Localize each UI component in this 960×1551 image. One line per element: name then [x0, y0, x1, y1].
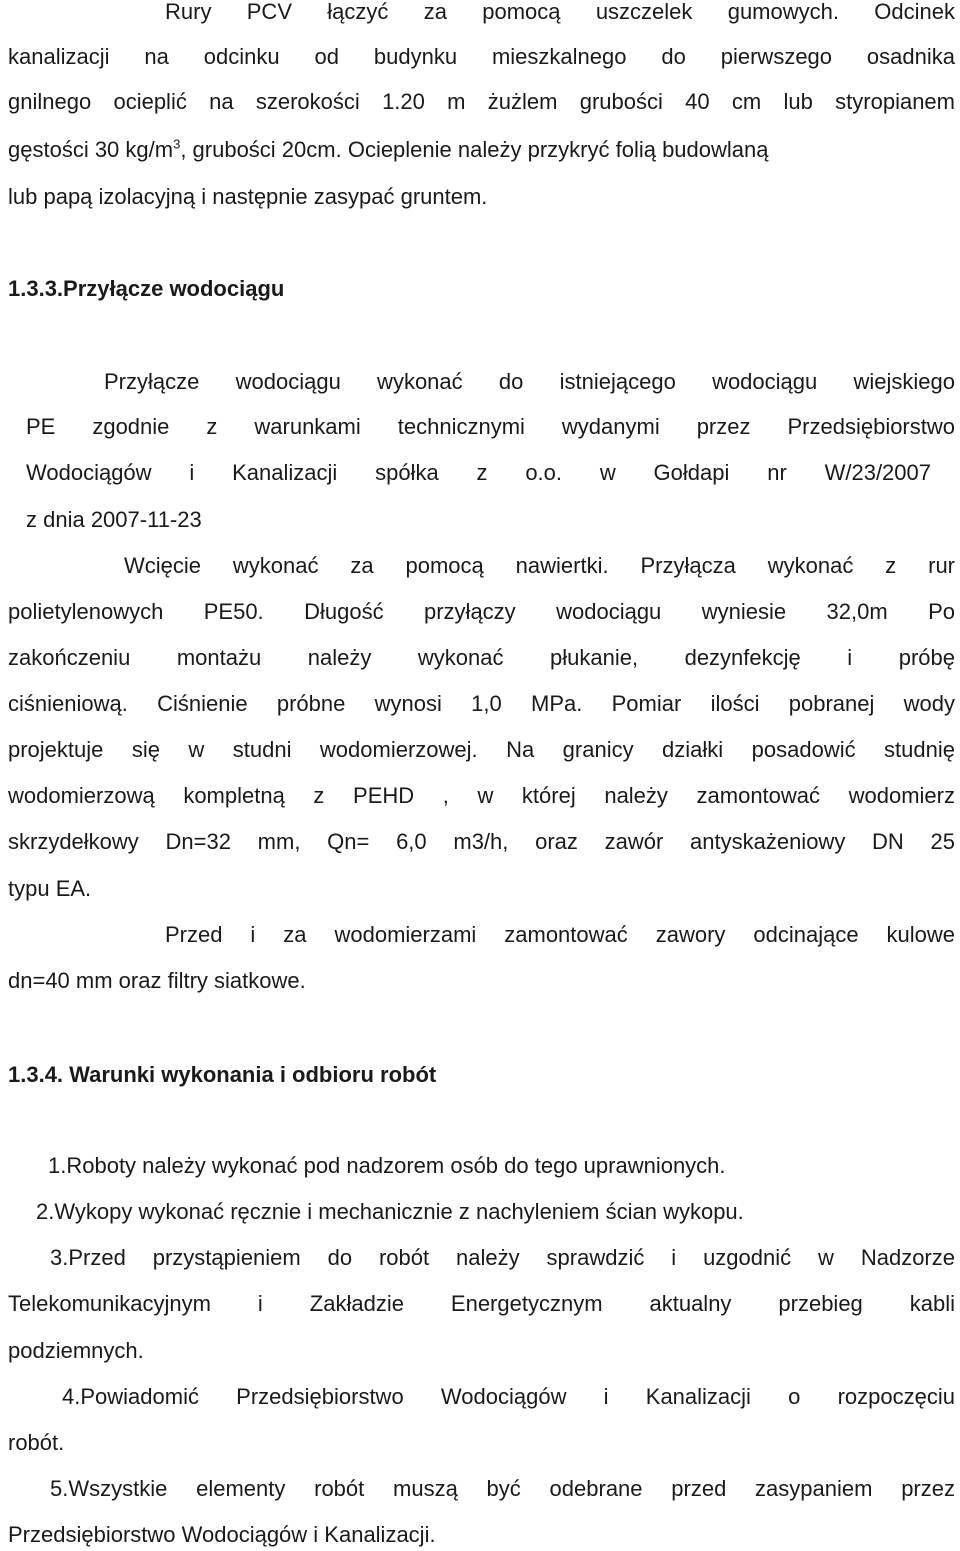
list-item-4-line1: 4.Powiadomić Przedsiębiorstwo Wodociągów i Kanalizacji o rozpoczęciu [62, 1384, 955, 1409]
list-item-2: 2.Wykopy wykonać ręcznie i mechanicznie z nachyleniem ścian wykopu. [36, 1199, 744, 1224]
para3-line2: polietylenowych PE50. Długość przyłączy wodociągu wyniesie 32,0m Po [8, 599, 955, 624]
section-heading-134: 1.3.4. Warunki wykonania i odbioru robót [8, 1062, 437, 1087]
para3-line8: typu EA. [8, 876, 92, 901]
para3-line1: Wcięcie wykonać za pomocą nawiertki. Przyłącza wykonać z rur [124, 553, 955, 578]
list-item-3-line2: Telekomunikacyjnym i Zakładzie Energetycznym aktualny przebieg kabli [8, 1291, 955, 1316]
para2-line2: PE zgodnie z warunkami technicznymi wydanymi przez Przedsiębiorstwo [26, 414, 955, 439]
para1-line4-pre: gęstości 30 kg/m [8, 137, 174, 162]
para2-line3: Wodociągów i Kanalizacji spółka z o.o. w Gołdapi nr W/23/2007 [26, 460, 931, 485]
list-item-3-line1: 3.Przed przystąpieniem do robót należy sprawdzić i uzgodnić w Nadzorze [50, 1245, 955, 1270]
list-item-1: 1.Roboty należy wykonać pod nadzorem osób do tego uprawnionych. [48, 1153, 726, 1178]
superscript-three: 3 [173, 136, 181, 152]
list-item-3-line3: podziemnych. [8, 1338, 144, 1363]
section-heading-133: 1.3.3.Przyłącze wodociągu [8, 276, 285, 301]
para1-line1: Rury PCV łączyć za pomocą uszczelek gumowych. Odcinek [165, 0, 955, 24]
para4-line1: Przed i za wodomierzami zamontować zawory odcinające kulowe [165, 922, 955, 947]
para3-line3: zakończeniu montażu należy wykonać płukanie, dezynfekcję i próbę [8, 645, 955, 670]
list-item-4-line2: robót. [8, 1430, 65, 1455]
para2-line4: z dnia 2007-11-23 [26, 507, 202, 532]
para1-line2: kanalizacji na odcinku od budynku mieszkalnego do pierwszego osadnika [8, 44, 955, 69]
para1-line4 [8, 137, 955, 163]
para4-line2: dn=40 mm oraz filtry siatkowe. [8, 968, 306, 993]
para3-line5: projektuje się w studni wodomierzowej. Na granicy działki posadowić studnię [8, 737, 955, 762]
para3-line6: wodomierzową kompletną z PEHD , w której należy zamontować wodomierz [8, 783, 955, 808]
para3-line7: skrzydełkowy Dn=32 mm, Qn= 6,0 m3/h, oraz zawór antyskażeniowy DN 25 [8, 829, 955, 854]
para3-line4: ciśnieniową. Ciśnienie próbne wynosi 1,0 MPa. Pomiar ilości pobranej wody [8, 691, 955, 716]
para1-line5: lub papą izolacyjną i następnie zasypać gruntem. [8, 184, 488, 209]
para1-line4-post: , grubości 20cm. Ocieplenie należy przykryć folią budowlaną [180, 137, 769, 162]
list-item-5-line2: Przedsiębiorstwo Wodociągów i Kanalizacji. [8, 1522, 436, 1547]
list-item-5-line1: 5.Wszystkie elementy robót muszą być odebrane przed zasypaniem przez [50, 1476, 955, 1501]
para2-line1: Przyłącze wodociągu wykonać do istniejącego wodociągu wiejskiego [104, 369, 955, 394]
para1-line3: gnilnego ocieplić na szerokości 1.20 m żużlem grubości 40 cm lub styropianem [8, 89, 955, 114]
